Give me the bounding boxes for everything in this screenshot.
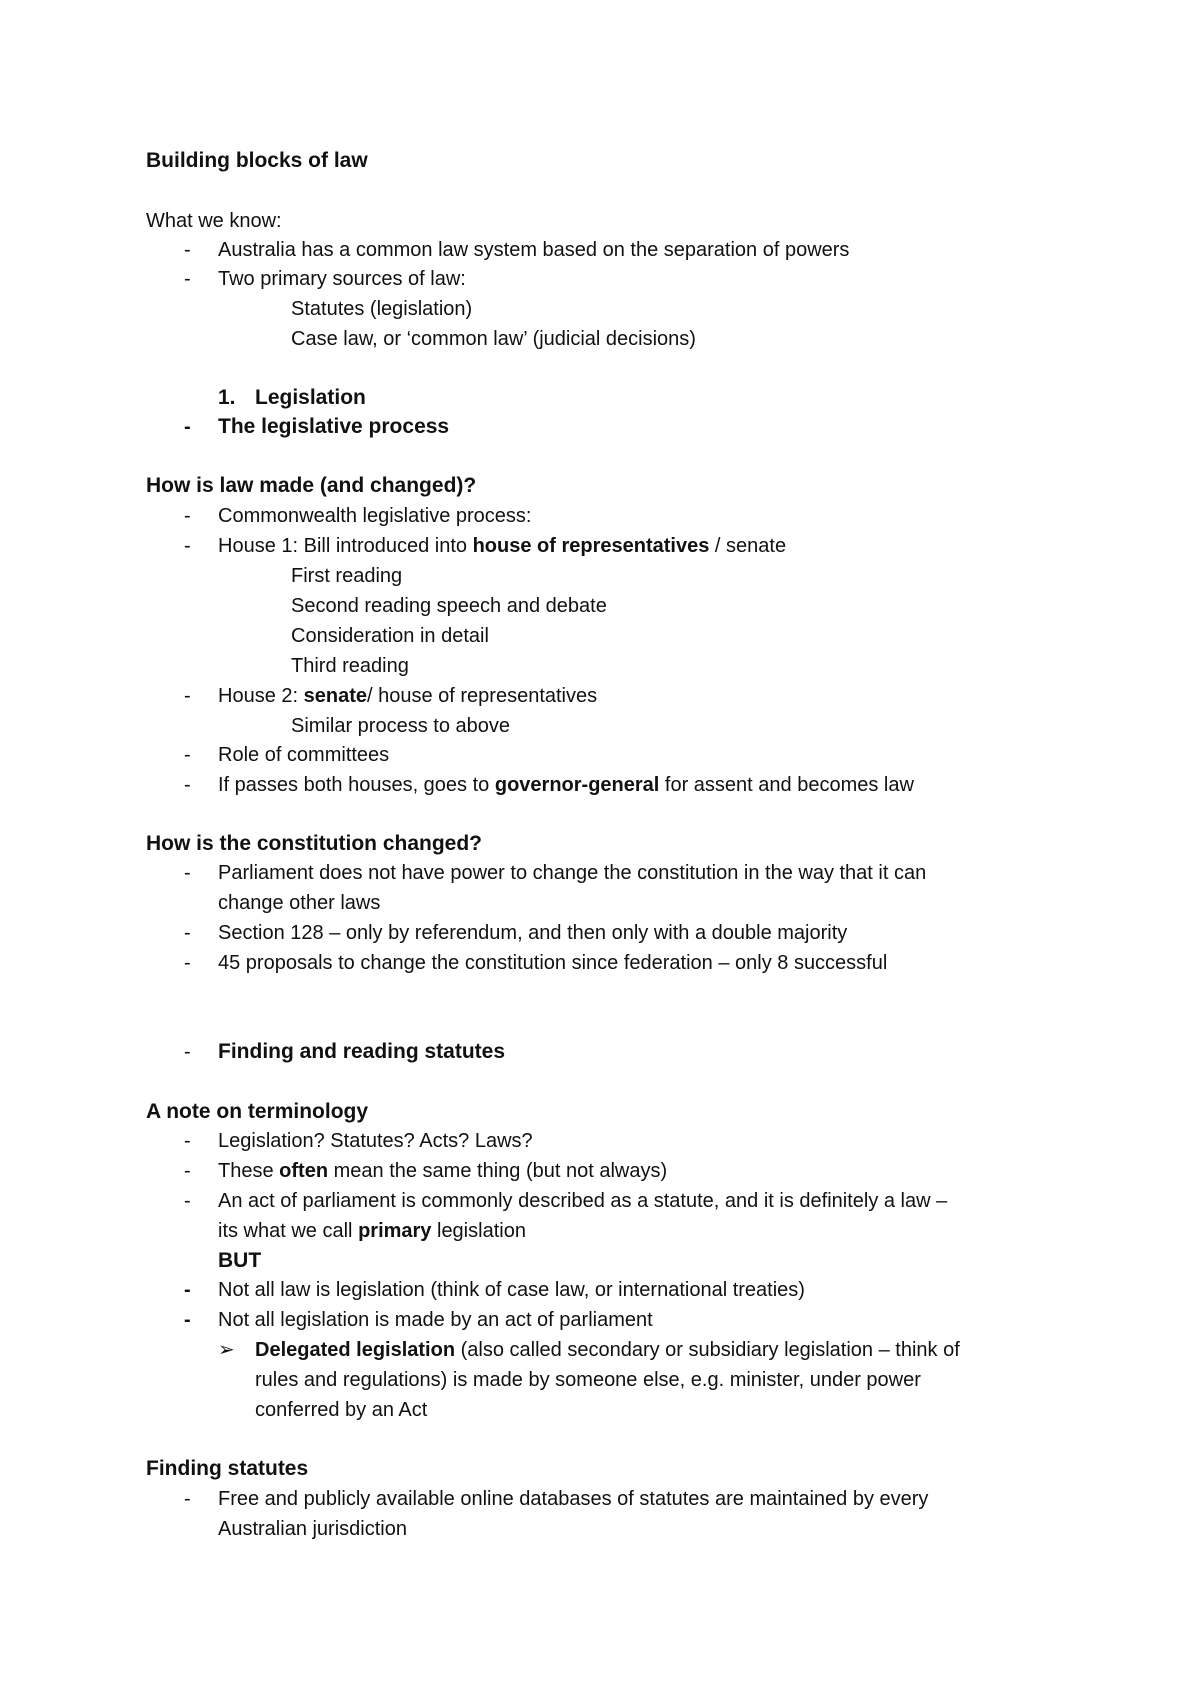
terminology-item: Legislation? Statutes? Acts? Laws?	[218, 1130, 533, 1152]
bullet-dash: -	[184, 1041, 191, 1063]
bold-text: primary	[358, 1220, 432, 1242]
bullet-dash: -	[184, 535, 191, 557]
section-number: 1.	[218, 386, 236, 409]
made-item	[218, 533, 786, 559]
text-run: legislation	[431, 1220, 526, 1242]
terminology-item: An act of parliament is commonly described as a statute, and it is definitely a law –	[218, 1190, 948, 1212]
bold-text: senate	[303, 685, 367, 707]
bullet-dash: -	[184, 922, 191, 944]
section-subtitle: The legislative process	[218, 415, 450, 438]
constitution-heading: How is the constitution changed?	[146, 832, 482, 855]
text-run: House 2:	[218, 685, 304, 707]
house1-step: Consideration in detail	[291, 625, 489, 647]
delegated-item-continued: rules and regulations) is made by someone else, e.g. minister, under power	[255, 1369, 921, 1391]
house1-step: Third reading	[291, 655, 409, 677]
bullet-dash: -	[184, 744, 191, 766]
made-heading: How is law made (and changed)?	[146, 474, 477, 497]
constitution-item: Parliament does not have power to change the constitution in the way that it can	[218, 862, 927, 884]
bullet-dash: -	[184, 685, 191, 707]
house2-step: Similar process to above	[291, 715, 510, 737]
bullet-dash: -	[184, 1279, 191, 1301]
terminology-item: Not all law is legislation (think of case law, or international treaties)	[218, 1279, 805, 1301]
bold-text: house of representatives	[472, 535, 710, 557]
constitution-item: 45 proposals to change the constitution since federation – only 8 successful	[218, 952, 888, 974]
text-run: (also called secondary or subsidiary legislation – think of	[455, 1339, 960, 1361]
terminology-item	[218, 1158, 667, 1184]
house1-step: Second reading speech and debate	[291, 595, 607, 617]
bold-text: often	[279, 1160, 329, 1182]
bullet-dash: -	[184, 239, 191, 261]
bullet-dash: -	[184, 1190, 191, 1212]
document-title: Building blocks of law	[146, 149, 368, 172]
bold-text: Delegated legislation	[255, 1339, 456, 1361]
finding-statutes-item: Free and publicly available online databases of statutes are maintained by every	[218, 1488, 929, 1510]
finding-statutes-item-continued: Australian jurisdiction	[218, 1518, 407, 1540]
constitution-item: Section 128 – only by referendum, and then only with a double majority	[218, 922, 848, 944]
delegated-item	[255, 1337, 960, 1363]
bullet-dash: -	[184, 1160, 191, 1182]
made-item: Role of committees	[218, 744, 390, 766]
bullet-dash: -	[184, 1488, 191, 1510]
bullet-dash: -	[184, 1309, 191, 1331]
bullet-dash: -	[184, 862, 191, 884]
text-run: / senate	[709, 535, 787, 557]
finding-heading: Finding and reading statutes	[218, 1040, 506, 1063]
bullet-dash: -	[184, 952, 191, 974]
source-item: Statutes (legislation)	[291, 298, 473, 320]
bullet-dash: -	[184, 416, 191, 438]
text-run: its what we call	[218, 1220, 359, 1242]
intro-item: Two primary sources of law:	[218, 268, 466, 290]
source-item: Case law, or ‘common law’ (judicial decisions)	[291, 328, 696, 350]
bold-text: governor-general	[494, 774, 660, 796]
terminology-item-continued	[218, 1218, 526, 1244]
text-run: House 1: Bill introduced into	[218, 535, 473, 557]
text-run: If passes both houses, goes to	[218, 774, 495, 796]
text-run: / house of representatives	[366, 685, 598, 707]
constitution-item-continued: change other laws	[218, 892, 381, 914]
arrow-bullet-icon: ➢	[218, 1339, 235, 1361]
terminology-item: Not all legislation is made by an act of parliament	[218, 1309, 653, 1331]
but-label: BUT	[218, 1249, 262, 1272]
text-run: for assent and becomes law	[659, 774, 914, 796]
intro-heading: What we know:	[146, 210, 282, 232]
made-item	[218, 772, 914, 798]
bullet-dash: -	[184, 1130, 191, 1152]
intro-item: Australia has a common law system based on the separation of powers	[218, 239, 850, 261]
bullet-dash: -	[184, 268, 191, 290]
terminology-heading: A note on terminology	[146, 1100, 369, 1123]
finding-statutes-heading: Finding statutes	[146, 1457, 309, 1480]
made-item	[218, 683, 597, 709]
made-item: Commonwealth legislative process:	[218, 505, 532, 527]
house1-step: First reading	[291, 565, 403, 587]
text-run: These	[218, 1160, 280, 1182]
text-run: mean the same thing (but not always)	[328, 1160, 668, 1182]
bullet-dash: -	[184, 774, 191, 796]
section-title: Legislation	[255, 386, 366, 409]
delegated-item-continued: conferred by an Act	[255, 1399, 428, 1421]
bullet-dash: -	[184, 505, 191, 527]
